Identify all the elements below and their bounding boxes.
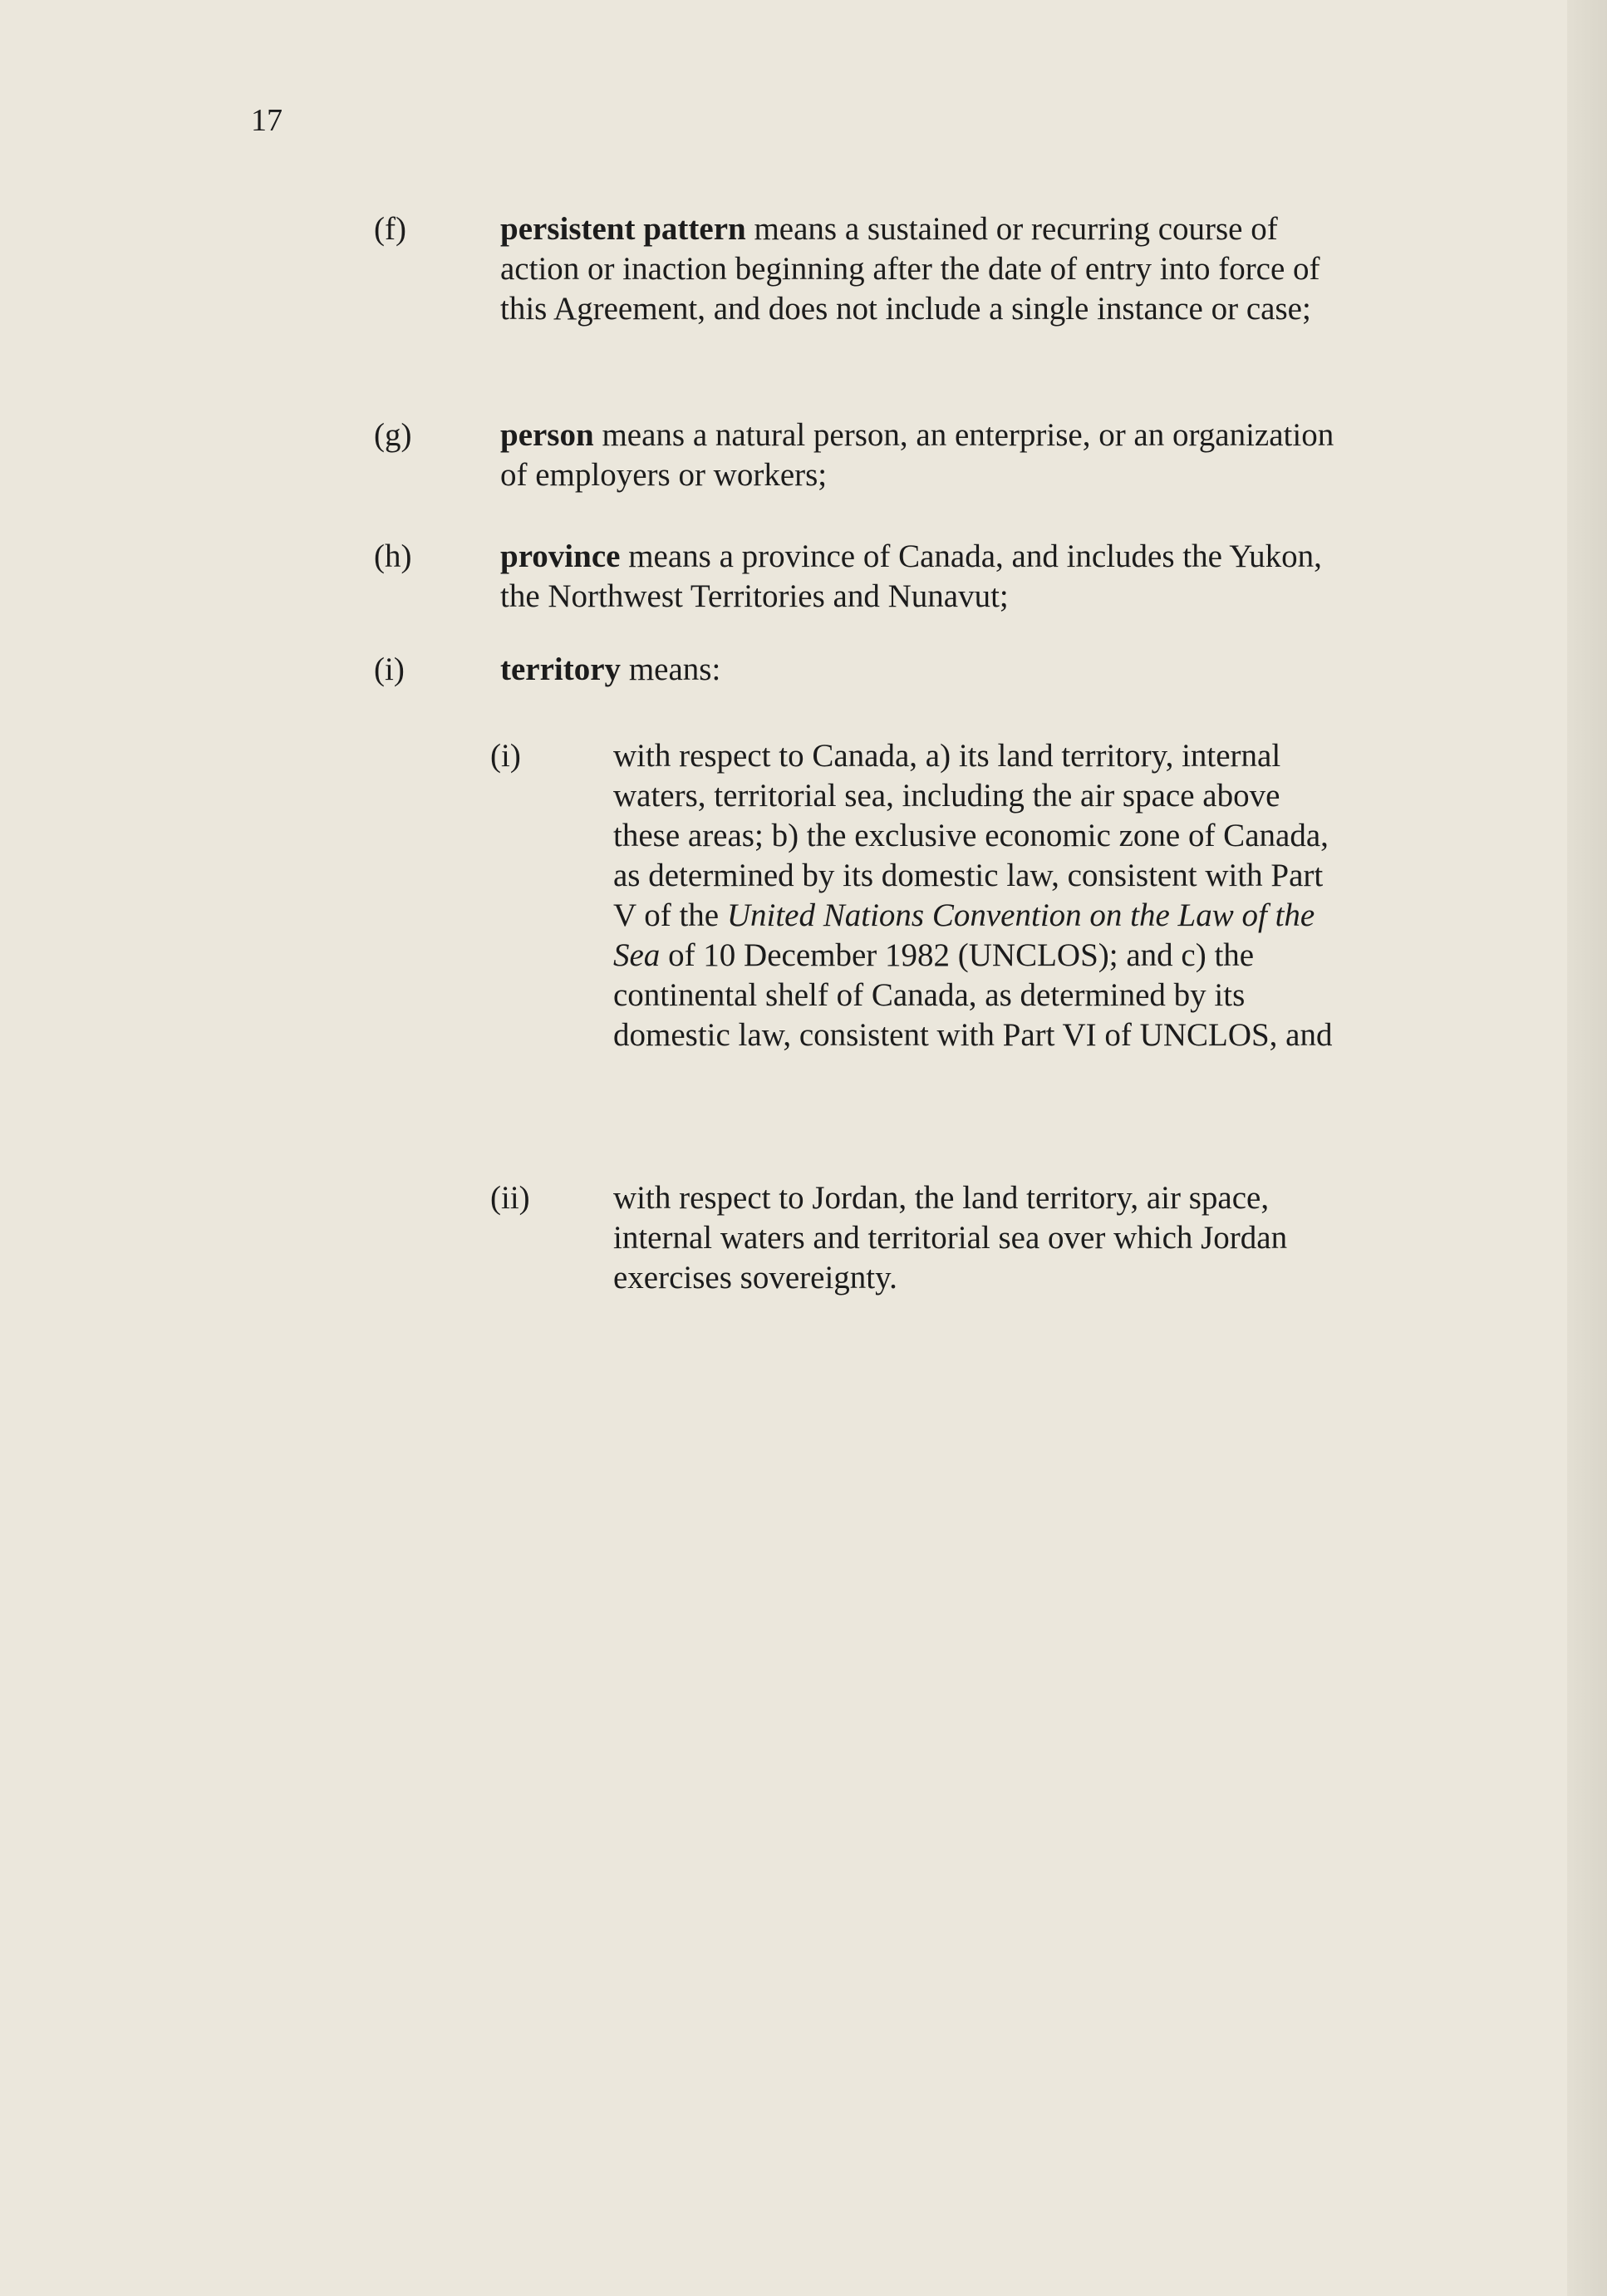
definition-text [500,650,1356,690]
subitem-marker: (ii) [490,1180,530,1216]
definition-marker: (h) [374,538,412,574]
definition-body: means: [621,651,721,687]
subitem-italic-title: United Nations Convention on the Law of the Sea [613,897,1315,973]
definition-marker: (g) [374,417,412,453]
definition-term: province [500,538,621,574]
definition-term: territory [500,651,622,687]
subitem-body: with respect to Canada, a) its land territory, internal waters, territorial sea, including the air space above these areas; b) the exclusive economic zone of Canada, as determined by its domestic law, consistent with Part V of the [613,738,1329,933]
definition-term: person [500,417,594,453]
definition-text [500,415,1356,495]
definition-body: means a province of Canada, and includes the Yukon, the Northwest Territories and Nunavut; [500,538,1322,614]
definition-term: persistent pattern [500,211,746,247]
definition-text [500,537,1356,617]
subitem-marker: (i) [490,738,521,774]
definition-marker: (f) [374,211,406,247]
definition-marker: (i) [374,651,405,687]
subitem-body-end: of 10 December 1982 (UNCLOS); and c) the continental shelf of Canada, as determined by its domestic law, consistent with Part VI of UNCLOS, and [613,937,1333,1053]
subitem-body: with respect to Jordan, the land territory, air space, internal waters and territorial sea over which Jordan exercises sovereignty. [613,1180,1288,1295]
page-number: 17 [251,103,283,138]
subitem-text [613,1178,1344,1298]
subitem-text [613,736,1344,1055]
definition-body: means a natural person, an enterprise, or an organization of employers or workers; [500,417,1334,493]
definition-text [500,209,1356,329]
definition-body: means a sustained or recurring course of action or inaction beginning after the date of entry into force of this Agreement, and does not include a single instance or case; [500,211,1320,327]
